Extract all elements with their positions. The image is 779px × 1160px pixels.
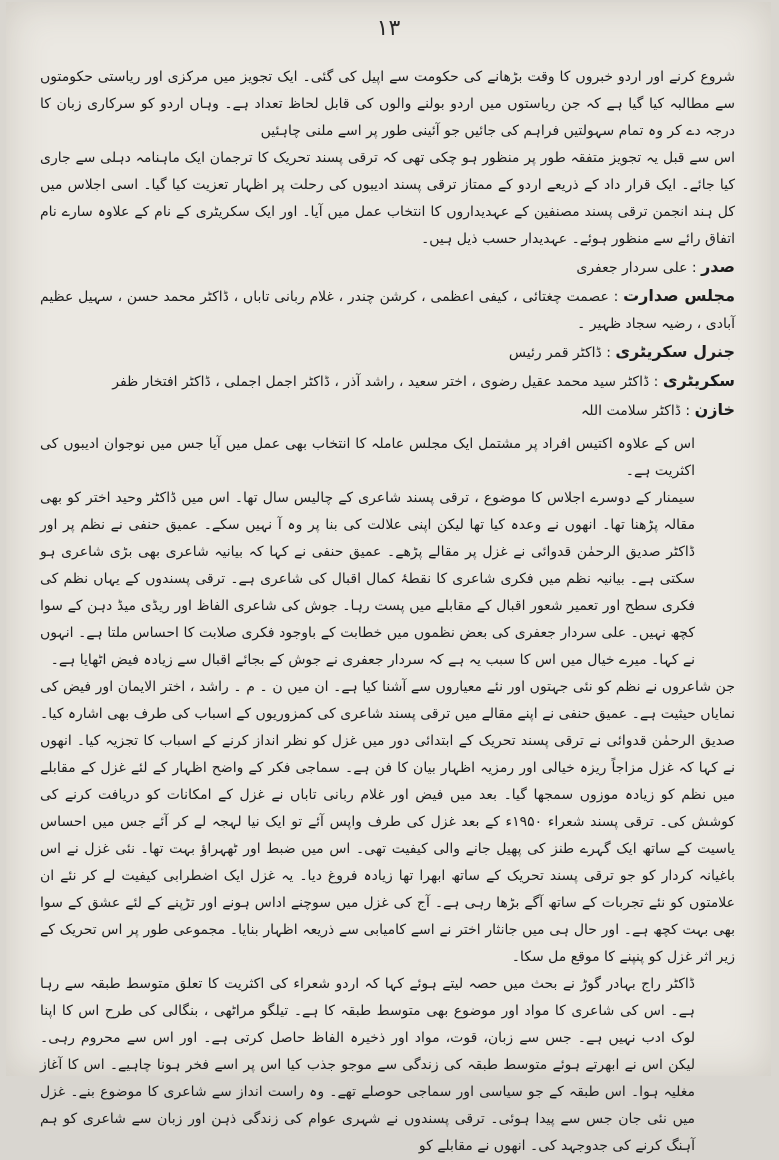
paragraph-6: ڈاکٹر راج بہادر گوڑ نے بحث میں حصہ لیتے ہوئے کہا کہ اردو شعراء کی اکثریت کا تعلق متوسط طبقہ سے رہا ہے۔ اس کی شاعری کا مواد اور موضوع بھی متوسط طبقہ کا ہے۔ تیلگو مراٹھی ، بنگالی کی طرح اس کا اپنا لوک ادب نہیں ہے۔ جس سے زبان، قوت، مواد اور ذخیرہ الفاظ حاصل کرتی ہے۔ اور اس سے محروم رہی۔ لیکن اس نے ابھرتے ہوئے متوسط طبقہ کی زندگی سے موجو جذب کیا اس پر اسے فخر ہونا چاہیے۔ اس کا آغاز مغلیہ ہوا۔ اس طبقہ کے جو سیاسی اور سماجی حوصلے تھے۔ وہ راست انداز سے شاعری کا موضوع بنے۔ غزل میں نئی جان جس سے پیدا ہوئی۔ ترقی پسندوں نے شہری عوام کی زندگی ذہن اور زبان سے شاعری کو ہم آہنگ کرنے کی جدوجہد کی۔ انھوں نے مقابلے کو	[40, 976, 695, 1154]
body-text	[40, 64, 735, 1160]
officer-president	[40, 253, 735, 282]
officer-name: : عصمت چغتائی ، کیفی اعظمی ، کرشن چندر ، غلام ربانی تاباں ، ڈاکٹر محمد حسن ، سہیل عظیم آبادی ، رضیہ سجاد ظہیر ۔	[40, 289, 735, 332]
paragraph-5: جن شاعروں نے نظم کو نئی جہتوں اور نئے معیاروں سے آشنا کیا ہے۔ ان میں ن ۔ م ۔ راشد ، اختر الایمان اور فیض کی نمایاں حیثیت ہے۔ عمیق حنفی نے اپنے مقالے میں ترقی پسند شاعری کی کمزوریوں کے اسباب کی طرف بھی اشارہ کیا۔ صدیق الرحمٰن قدوائی نے ترقی پسند تحریک کے ابتدائی دور میں غزل کو نظر انداز کرنے کے اسباب کا تجزیہ کیا۔ انھوں نے کہا کہ غزل مزاجاً ریزہ خیالی اور رمزیہ اظہار بیان کا فن ہے۔ سماجی فکر کے واضح اظہار کے لئے غزل کے مقابلے میں نظم کو زیادہ موزوں سمجھا گیا۔ بعد میں فیض اور غلام ربانی تاباں نے غزل کے امکانات کو دریافت کرنے کی کوشش کی۔ ترقی پسند شعراء ۱۹۵۰ء کے بعد غزل کی طرف واپس آئے تو ایک نیا لہجہ لے کر آئے جس میں احساس یاسیت کے ساتھ ایک گہرے طنز کی پھیل جانے والی کیفیت تھی۔ اس میں ضبط اور ٹھہراؤ بہت تھا۔ نئی غزل نے اس باغیانہ کردار کو جو ترقی پسند تحریک کے ساتھ ابھرا تھا زیادہ فروغ دیا۔ یہ غزل ایک اضطرابی کیفیت لے کر نئے ان علامتوں کو نئے تجربات کے ساتھ آگے بڑھا رہی ہے۔ آج کی غزل میں سوچنے اداس ہونے اور تڑپنے کے لئے عشق کے سوا بھی بہت کچھ ہے۔ اور حال ہی میں جانثار اختر نے اسے کامیابی سے ذریعہ اظہار بنایا۔ مجموعی طور پر اس تحریک کے زیر اثر غزل کو پنپنے کا موقع مل سکا۔	[40, 679, 735, 965]
paragraph-4: سیمنار کے دوسرے اجلاس کا موضوع ، ترقی پسند شاعری کے چالیس سال تھا۔ اس میں ڈاکٹر وحید اختر کو بھی مقالہ پڑھنا تھا۔ انھوں نے وعدہ کیا تھا لیکن اپنی علالت کی بنا پر وہ آ نہیں سکے۔ عمیق حنفی نے نظم پر اور ڈاکٹر صدیق الرحمٰن قدوائی نے غزل پر مقالے پڑھے۔ عمیق حنفی نے کہا کہ بیانیہ شاعری بھی بڑی شاعری ہو سکتی ہے۔ بیانیہ نظم میں فکری شاعری کا نقطۂ کمال اقبال کی شاعری ہے۔ ترقی پسندوں کے یہاں نظم کی فکری سطح اور تعمیر شعور اقبال کے مقابلے میں پست رہا۔ جوش کی شاعری الفاظ اور ریڈی میڈ دہن کے سوا کچھ نہیں۔ علی سردار جعفری کی بعض نظموں میں خطابت کے باوجود فکری صلابت کا احساس ملتا ہے۔ انہوں نے کہا۔ میرے خیال میں اس کا سبب یہ ہے کہ سردار جعفری نے جوش کے بجائے اقبال سے زیادہ فیض اٹھایا ہے۔	[40, 490, 695, 668]
paragraph-2: اس سے قبل یہ تجویز متفقہ طور پر منظور ہو چکی تھی کہ ترقی پسند تحریک کا ترجمان ایک ماہنامہ دہلی سے جاری کیا جائے۔ ایک قرار داد کے ذریعے اردو کے ممتاز ترقی پسند ادیبوں کی رحلت پر اظہار تعزیت کیا گیا۔ اسی اجلاس میں کل ہند انجمن ترقی پسند مصنفین کے عہدیداروں کا انتخاب عمل میں آیا۔ اور ایک سکریٹری کے نام کے علاوہ سارے نام اتفاق رائے سے منظور ہوئے۔ عہدیدار حسب ذیل ہیں۔	[40, 150, 735, 247]
officer-vice-presidents	[40, 282, 735, 338]
officer-name: : علی سردار جعفری	[576, 260, 697, 276]
officer-secretaries	[40, 367, 735, 396]
officer-treasurer	[40, 396, 735, 425]
officer-role: صدر	[701, 257, 735, 276]
page-number: ۱۳	[376, 16, 401, 41]
officer-role: خازن	[694, 400, 735, 419]
officer-general-secretary	[40, 338, 735, 367]
officer-name: : ڈاکٹر سلامت اللہ	[581, 403, 691, 419]
officer-name: : ڈاکٹر سید محمد عقیل رضوی ، اختر سعید ، راشد آذر ، ڈاکٹر اجمل اجملی ، ڈاکٹر افتخار ظفر	[112, 374, 659, 390]
paragraph-3: اس کے علاوہ اکتیس افراد پر مشتمل ایک مجلس عاملہ کا انتخاب بھی عمل میں آیا جس میں نوجوان ادیبوں کی اکثریت ہے۔	[40, 436, 695, 479]
officer-role: جنرل سکریٹری	[615, 342, 735, 361]
paragraph-1: شروع کرنے اور اردو خبروں کا وقت بڑھانے کی حکومت سے اپیل کی گئی۔ ایک تجویز میں مرکزی اور ریاستی حکومتوں سے مطالبہ کیا گیا ہے کہ جن ریاستوں میں اردو بولنے والوں کی قابل لحاظ تعداد ہے۔ وہاں اردو کو سرکاری زبان کا درجہ دے کر وہ تمام سہولتیں فراہم کی جائیں جو آئینی طور پر اسے ملنی چاہئیں	[40, 69, 735, 139]
officer-role: سکریٹری	[662, 371, 735, 390]
document-page	[6, 2, 771, 1154]
officer-role: مجلس صدارت	[623, 286, 735, 305]
officer-name: : ڈاکٹر قمر رئیس	[508, 345, 611, 361]
